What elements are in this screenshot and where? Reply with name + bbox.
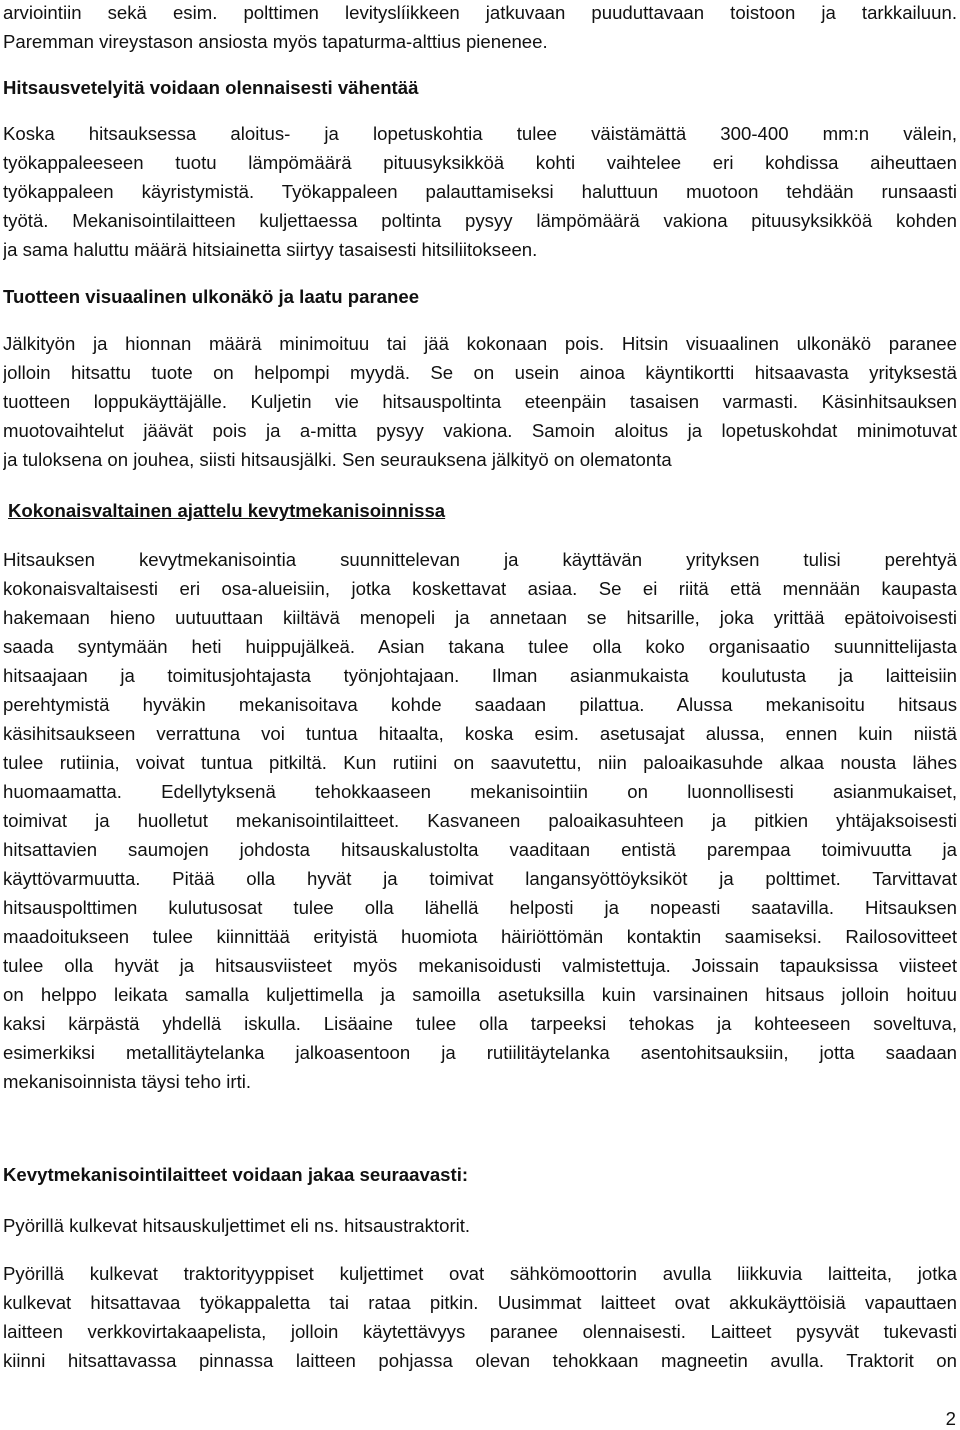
paragraph-line: tulee olla hyvät ja hitsausviisteet myös mekanisoidusti valmistettuja. Joissain tapauksissa viisteet (3, 955, 957, 976)
paragraph-line: esimerkiksi metallitäytelanka jalkoasentoon ja rutiilitäytelanka asentohitsauksiin, jotta saadaan (3, 1042, 957, 1063)
paragraph-line: kiinni hitsattavassa pinnassa laitteen pohjassa olevan tehokkaan magneetin avulla. Traktorit on (3, 1350, 957, 1371)
body-paragraph (3, 545, 957, 1096)
paragraph-line: ja tuloksena on jouhea, siisti hitsausjälki. Sen seurauksena jälkityö on olematonta (3, 449, 672, 470)
paragraph-line: työkappaleen käyristymistä. Työkappaleen palauttamiseksi haluttuun muotoon tehdään runsaasti (3, 181, 957, 202)
paragraph-line: käyttövarmuutta. Pitää olla hyvät ja toimivat langansyöttöyksiköt ja polttimet. Tarvittavat (3, 868, 957, 889)
paragraph-line: käsihitsaukseen verrattuna voi tuntua hitaalta, koska esim. asetusajat alussa, ennen kuin niistä (3, 723, 957, 744)
paragraph-line: työtä. Mekanisointilaitteen kuljettaessa poltinta pysyy lämpömäärä vakiona pituusyksikköä kohden (3, 210, 957, 231)
paragraph-line: ja sama haluttu määrä hitsiainetta siirtyy tasaisesti hitsiliitokseen. (3, 239, 538, 260)
paragraph-line: työkappaleeseen tuotu lämpömäärä pituusyksikköä kohti vaihtelee eri kohdissa aiheuttaen (3, 152, 957, 173)
paragraph-line: kokonaisvaltaisesti eri osa-alueisiin, jotka koskettavat asiaa. Se ei riitä että mennään kaupasta (3, 578, 957, 599)
paragraph-line: tuotteen loppukäyttäjälle. Kuljetin vie hitsauspoltinta eteenpäin tasaisen varmasti. Käsinhitsauksen (3, 391, 957, 412)
paragraph-line: Pyörillä kulkevat traktorityyppiset kuljettimet ovat sähkömoottorin avulla liikkuvia laitteita, jotka (3, 1263, 957, 1284)
paragraph-line: Koska hitsauksessa aloitus- ja lopetuskohtia tulee väistämättä 300-400 mm:n välein, (3, 123, 957, 144)
section-heading: Hitsausvetelyitä voidaan olennaisesti vähentää (3, 77, 419, 98)
paragraph-line: on helppo leikata samalla kuljettimella ja samoilla asetuksilla kuin varsinainen hitsaus jolloin hoituu (3, 984, 957, 1005)
document-page (3, 0, 957, 1375)
paragraph-line: muotovaihtelut jäävät pois ja a-mitta pysyy vakiona. Samoin aloitus ja lopetuskohdat minimotuvat (3, 420, 957, 441)
paragraph-line: jolloin hitsattu tuote on helpompi myydä. Se on usein ainoa käyntikortti hitsaavasta yrityksestä (3, 362, 957, 383)
section-heading: Tuotteen visuaalinen ulkonäkö ja laatu paranee (3, 286, 420, 307)
paragraph-line: Hitsauksen kevytmekanisointia suunnittelevan ja käyttävän yrityksen tulisi perehtyä (3, 549, 957, 570)
body-paragraph (3, 329, 957, 474)
paragraph-line: maadoitukseen tulee kiinnittää erityistä huomiota häiriöttömän kontaktin saamiseksi. Railosovitteet (3, 926, 957, 947)
paragraph-line: Paremman vireystason ansiosta myös tapaturma-alttius pienenee. (3, 31, 548, 52)
section-heading: Kevytmekanisointilaitteet voidaan jakaa seuraavasti: (3, 1164, 469, 1185)
paragraph-line: perehtymistä hyväkin mekanisoitava kohde saadaan pilattua. Alussa mekanisoitu hitsaus (3, 694, 957, 715)
paragraph-line: kulkevat hitsattavaa työkappaletta tai rataa pitkin. Uusimmat laitteet ovat akkukäyttöisiä vapauttaen (3, 1292, 957, 1313)
paragraph-line: hitsattavien saumojen johdosta hitsauskalustolta vaaditaan entistä parempaa toimivuutta ja (3, 839, 957, 860)
paragraph-line: Jälkityön ja hionnan määrä minimoituu tai jää kokonaan pois. Hitsin visuaalinen ulkonäkö paranee (3, 333, 957, 354)
body-paragraph (3, 119, 957, 264)
subsection-intro: Pyörillä kulkevat hitsauskuljettimet eli ns. hitsaustraktorit. (3, 1215, 471, 1236)
intro-paragraph (3, 0, 957, 56)
section-heading: Kokonaisvaltainen ajattelu kevytmekanisoinnissa (8, 500, 446, 521)
paragraph-line: hakemaan hieno uutuuttaan kiiltävä menopeli ja annetaan se hitsarille, joka yrittää epätoivoisesti (3, 607, 957, 628)
paragraph-line: toimivat ja huolletut mekanisointilaitteet. Kasvaneen paloaikasuhteen ja pitkien yhtäjaksoisesti (3, 810, 957, 831)
paragraph-line: laitteen verkkovirtakaapelista, jolloin käytettävyys paranee olennaisesti. Laitteet pysyvät tukevasti (3, 1321, 957, 1342)
paragraph-line: hitsauspolttimen kulutusosat tulee olla lähellä helposti ja nopeasti saatavilla. Hitsauksen (3, 897, 957, 918)
paragraph-line: mekanisoinnista täysi teho irti. (3, 1071, 252, 1092)
paragraph-line: hitsaajaan ja toimitusjohtajasta työnjohtajaan. Ilman asianmukaista koulutusta ja laitteisiin (3, 665, 957, 686)
paragraph-line: kaksi kärpästä yhdellä iskulla. Lisäaine tulee olla tarpeeksi tehokas ja kohteeseen soveltuva, (3, 1013, 957, 1034)
paragraph-line: arviointiin sekä esim. polttimen levityslíikkeen jatkuvaan puuduttavaan toistoon ja tarkkailuun. (3, 2, 957, 23)
paragraph-line: tulee rutiinia, voivat tuntua pitkiltä. Kun rutiini on saavutettu, niin paloaikasuhde alkaa nousta lähes (3, 752, 957, 773)
body-paragraph (3, 1259, 957, 1375)
paragraph-line: saada syntymään heti huippujälkeä. Asian takana tulee olla koko organisaatio suunnittelijasta (3, 636, 957, 657)
page-number: 2 (945, 1408, 956, 1429)
paragraph-line: huomaamatta. Edellytyksenä tehokkaaseen mekanisointiin on luonnollisesti asianmukaiset, (3, 781, 957, 802)
